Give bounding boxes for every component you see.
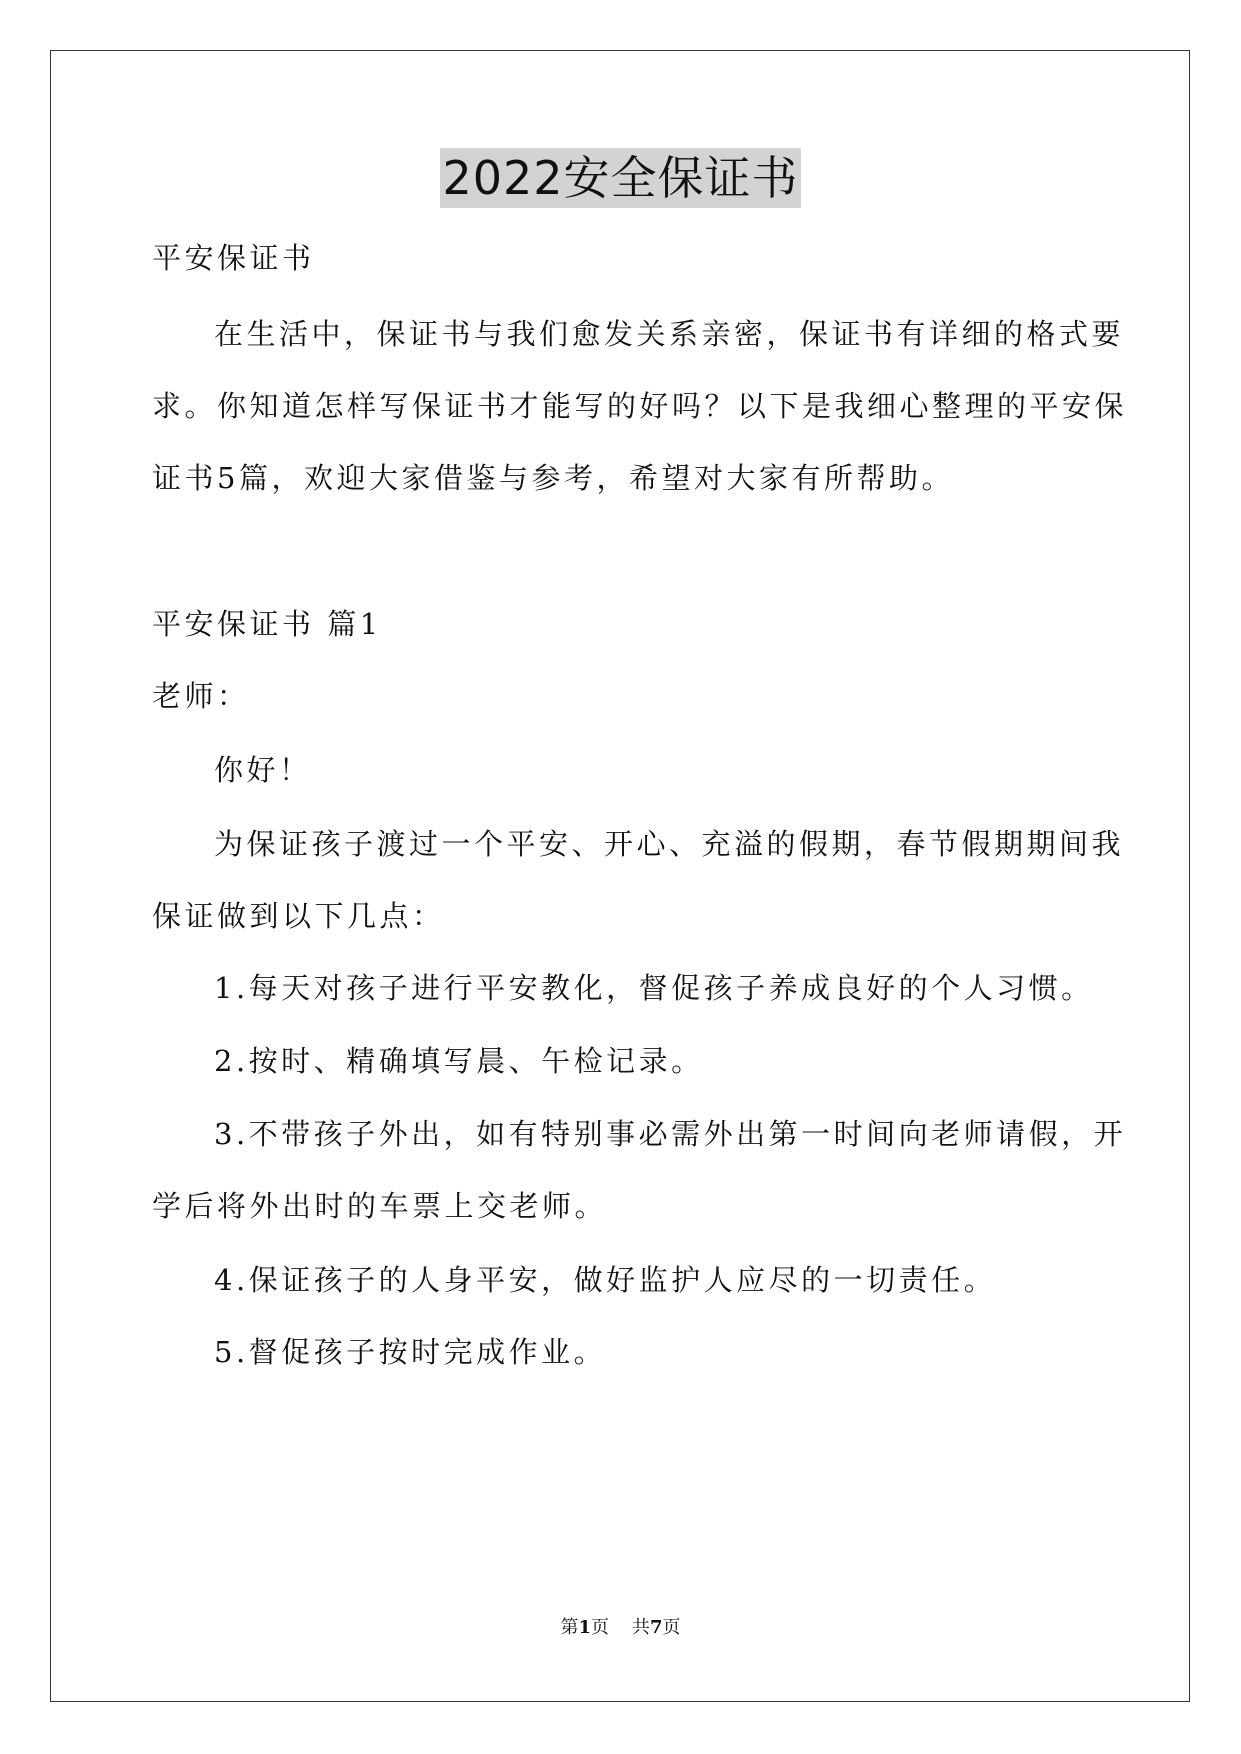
footer-prefix: 第 [560, 1617, 579, 1638]
list-item-5: 5.督促孩子按时完成作业。 [214, 1335, 607, 1369]
document-title: 2022安全保证书 [440, 148, 800, 208]
body-line-1: 为保证孩子渡过一个平安、开心、充溢的假期，春节假期期间我 [214, 827, 1125, 861]
footer-mid: 页 共 [591, 1617, 650, 1638]
greeting: 你好！ [214, 753, 312, 787]
footer-page-number: 1 [578, 1617, 592, 1638]
list-item-3: 3.不带孩子外出，如有特别事必需外出第一时间向老师请假，开 [214, 1117, 1127, 1151]
footer-total-pages: 7 [649, 1617, 663, 1638]
page-footer [0, 1616, 1241, 1640]
body-line-2: 保证做到以下几点： [152, 899, 445, 933]
title-wrapper [0, 148, 1241, 208]
section-heading: 平安保证书 篇1 [152, 607, 382, 641]
page-border [50, 50, 1190, 1702]
list-item-4: 4.保证孩子的人身平安，做好监护人应尽的一切责任。 [214, 1263, 997, 1297]
footer-suffix: 页 [662, 1617, 681, 1638]
list-item-3-continued: 学后将外出时的车票上交老师。 [152, 1189, 608, 1223]
subtitle: 平安保证书 [152, 241, 315, 275]
intro-line-3: 证书5篇，欢迎大家借鉴与参考，希望对大家有所帮助。 [152, 461, 954, 495]
intro-line-1: 在生活中，保证书与我们愈发关系亲密，保证书有详细的格式要 [214, 317, 1125, 351]
list-item-1: 1.每天对孩子进行平安教化，督促孩子养成良好的个人习惯。 [214, 971, 1094, 1005]
intro-line-2: 求。你知道怎样写保证书才能写的好吗？以下是我细心整理的平安保 [152, 389, 1128, 423]
salutation: 老师： [152, 679, 250, 713]
list-item-2: 2.按时、精确填写晨、午检记录。 [214, 1044, 704, 1078]
